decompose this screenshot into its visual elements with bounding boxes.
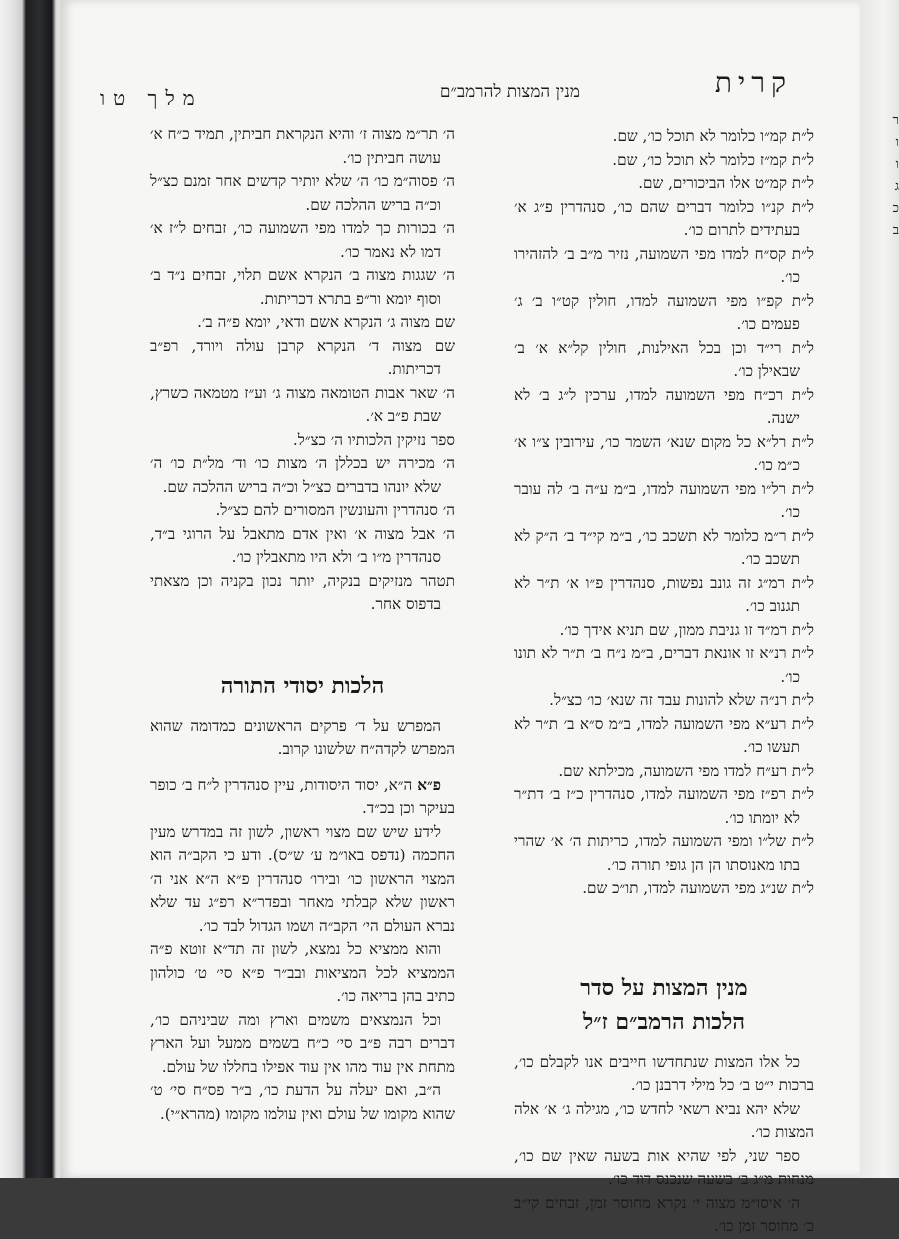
list-item: ספר נזיקין הלכותיו ה׳ כצ״ל.	[292, 430, 455, 449]
list-item: ל״ת רנ״ה שלא להונות עבד זה שנא׳ כו׳ כצ״ל.	[549, 691, 814, 709]
paragraph: וכל הנמצאים משמים וארץ ומה שביניהם כו׳, דברים רבה פ״ב סי׳ כ״ח בשמים ממעל ועל הארץ מתחת אין עוד מהו אין עוד אפילו בחללו של עולם.	[150, 1010, 455, 1076]
list-item: ל״ת רע״ח למדו מפי השמועה, מכילתא שם.	[558, 761, 814, 780]
chapter-ref-text: ה״א, יסוד היסודות, עיין סנהדרין ל״ח ב׳ כופר בעיקר וכן בכ״ד.	[150, 775, 455, 817]
running-header	[100, 66, 800, 110]
list-item: ה׳ תר״מ מצוה ז׳ והיא הנקראת חביתין, תמיד כ״ח א׳ עושה חביתין כו׳.	[150, 125, 455, 167]
paragraph	[150, 774, 455, 821]
fragment-line: ג	[894, 179, 899, 194]
list-item: ל״ת רנ״א זו אונאת דברים, ב״מ נ״ח ב׳ ת״ר לא תונו כו׳.	[514, 644, 814, 686]
list-item: ל״ת רפ״ז מפי השמועה למדו, סנהדרין כ״ז ב׳ דת״ר לא יומתו כו׳.	[514, 785, 814, 827]
list-item: ה׳ סנהדרין והעונשין המסורים להם כצ״ל.	[215, 501, 455, 519]
paragraph: ספר שני, לפי שהיא אות בשעה שאין שם כו׳, מנחות מ״ג ב׳ בשעה שנכנס דוד כו׳.	[514, 1146, 814, 1188]
section-title: מנין המצות על סדר	[580, 974, 748, 1001]
paragraph: ה׳ איסו״מ מצוה י׳ נקרא מחוסר זמן, זבחים קי״ב ב׳ מחוסר זמן כו׳.	[514, 1193, 814, 1235]
list-item: ל״ת רי״ד וכן בכל האילנות, חולין קל״א א׳ ב׳ שבאילן כו׳.	[514, 338, 814, 380]
list-item: ל״ת קמ״ז כלומר לא תוכל כו׳, שם.	[612, 150, 814, 169]
list-item: ה׳ אבל מצוה א׳ ואין אדם מתאבל על הרוגי ב״ד, סנהדרין מ״ו ב׳ ולא היו מתאבלין כו׳.	[150, 524, 455, 566]
section-title: הלכות יסודי התורה	[220, 672, 385, 699]
header-left: מלך טו	[100, 86, 203, 110]
list-item: שם מצוה ד׳ הנקרא קרבן עולה ויורד, רפ״ב דכריתות.	[150, 336, 455, 378]
paragraph: שלא יהא נביא רשאי לחדש כו׳, מגילה ג׳ א׳ אלה המצות כו׳.	[514, 1099, 814, 1141]
list-item: ה׳ שגגות מצוה ב׳ הנקרא אשם תלוי, זבחים נ״ד ב׳ וסוף יומא ור״פ בתרא דכריתות.	[150, 266, 455, 308]
list-item: ל״ת קפ״ו מפי השמועה למדו, חולין קט״ו ב׳ ג׳ פעמים כו׳.	[514, 291, 814, 333]
list-item: ל״ת ר״מ כלומר לא תשכב כו׳, ב״מ קי״ד ב׳ ה״ק לא תשכב כו׳.	[514, 526, 814, 568]
list-item: שם מצוה ג׳ הנקרא אשם ודאי, יומא פ״ה ב׳.	[197, 313, 455, 331]
list-item: ה׳ פסוה״מ כו׳ ה׳ שלא יותיר קדשים אחר זמנם כצ״ל וכ״ה בריש ההלכה שם.	[150, 172, 455, 214]
fragment-line: ו	[895, 135, 899, 150]
fragment-line: ר	[892, 113, 899, 128]
fragment-line: כ	[892, 201, 899, 216]
list-item: ה׳ מכירה יש בכללן ה׳ מצות כו׳ וד׳ מל״ת כו׳ ה׳ שלא יונהו בדברים כצ״ל וכ״ה בריש ההלכה שם.	[150, 454, 455, 496]
list-item: ל״ת רל״א כל מקום שנא׳ השמר כו׳, עירובין צ״ו א׳ כ״מ כו׳.	[514, 432, 814, 474]
list-item: ל״ת קמ״ט אלו הביכורים, שם.	[638, 174, 814, 192]
fragment-line: ב	[892, 223, 899, 238]
left-column	[150, 123, 455, 1126]
list-item: ל״ת שנ״ג מפי השמועה למדו, תו״כ שם.	[582, 879, 814, 897]
chapter-ref: פ״א	[417, 775, 441, 794]
paragraph: לידע שיש שם מצוי ראשון, לשון זה במדרש מעין החכמה (נדפס באו״מ ע׳ ש״ס). ודע כי הקב״ה הוא המצוי הראשון כו׳ ובירו׳ סנהדרין פ״א ה״א אני ה׳ ראשון שלא קבלתי מאחר ובפדר״א רפ״ג עד שלא נברא העולם הי׳ הקב״ה ושמו הגדול לבד כו׳.	[150, 822, 455, 935]
book-binding	[0, 0, 62, 1178]
list-item: ה׳ שאר אבות הטומאה מצוה ג׳ וע״ז מטמאה כשרץ, שבת פ״ב א׳.	[150, 383, 455, 425]
paragraph: והוא ממציא כל נמצא, לשון זה תד״א זוטא פ״ה הממציא לכל המציאות ובב״ר פ״א סי׳ ט׳ כולהון כתיב בהן בריאה כו׳.	[150, 940, 455, 1005]
list-item: ל״ת רמ״ד זו גניבת ממון, שם תניא אידך כו׳.	[559, 620, 814, 639]
list-item: ל״ת של״ו ומפי השמועה למדו, כריתות ה׳ א׳ שהרי בתו מאנוסתו הן הן גופי תורה כו׳.	[514, 832, 814, 874]
list-item: ל״ת קמ״ו כלומר לא תוכל כו׳, שם.	[612, 127, 814, 145]
list-item: ל״ת קס״ח למדו מפי השמועה, נזיר מ״ב ב׳ להזהירו כו׳.	[514, 244, 814, 286]
right-column	[514, 125, 814, 1239]
paragraph: כל אלו המצות שנתחדשו חייבים אנו לקבלם כו׳, ברכות י״ט ב׳ כל מילי דרבנן כו׳.	[514, 1052, 814, 1094]
list-item: ל״ת רע״א מפי השמועה למדו, ב״מ ס״א ב׳ ת״ר לא תעשו כו׳.	[514, 714, 814, 756]
list-item: ה׳ בכורות כך למדו מפי השמועה כו׳, זבחים ל״ז א׳ דמו לא נאמר כו׳.	[150, 219, 455, 261]
list-item: ל״ת קנ״ו כלומר דברים שהם כו׳, סנהדרין פ״ג א׳ בעתידים לתרום כו׳.	[514, 197, 814, 239]
header-center: מנין המצות להרמב״ם	[439, 82, 580, 102]
paragraph: ה״ב, ואם יעלה על הדעת כו׳, ב״ר פס״ח סי׳ ט׳ שהוא מקומו של עולם ואין עולמו מקומו (מהרא״י).	[150, 1081, 455, 1123]
list-item: ל״ת רמ״ג זה גונב נפשות, סנהדרין פ״ו א׳ ת״ר לא תגנוב כו׳.	[514, 573, 814, 615]
list-item: ל״ת רל״ו מפי השמועה למדו, ב״מ ע״ה ב׳ לה עובר כו׳.	[514, 479, 814, 521]
list-item: תטהר מנזיקים בנקיה, יותר נכון בקניה וכן מצאתי בדפוס אחר.	[150, 571, 455, 613]
section-title: הלכות הרמב״ם ז״ל	[582, 1008, 746, 1035]
facing-page-fragment	[864, 110, 899, 242]
list-item: ל״ת רכ״ח מפי השמועה למדו, ערכין ל״ג ב׳ לא ישנה.	[514, 385, 814, 427]
intro-paragraph: המפרש על ד׳ פרקים הראשונים כמדומה שהוא המפרש לקדה״ח שלשונו קרוב.	[150, 716, 455, 758]
fragment-line: ו	[895, 157, 899, 172]
header-right: קרית	[714, 66, 792, 99]
